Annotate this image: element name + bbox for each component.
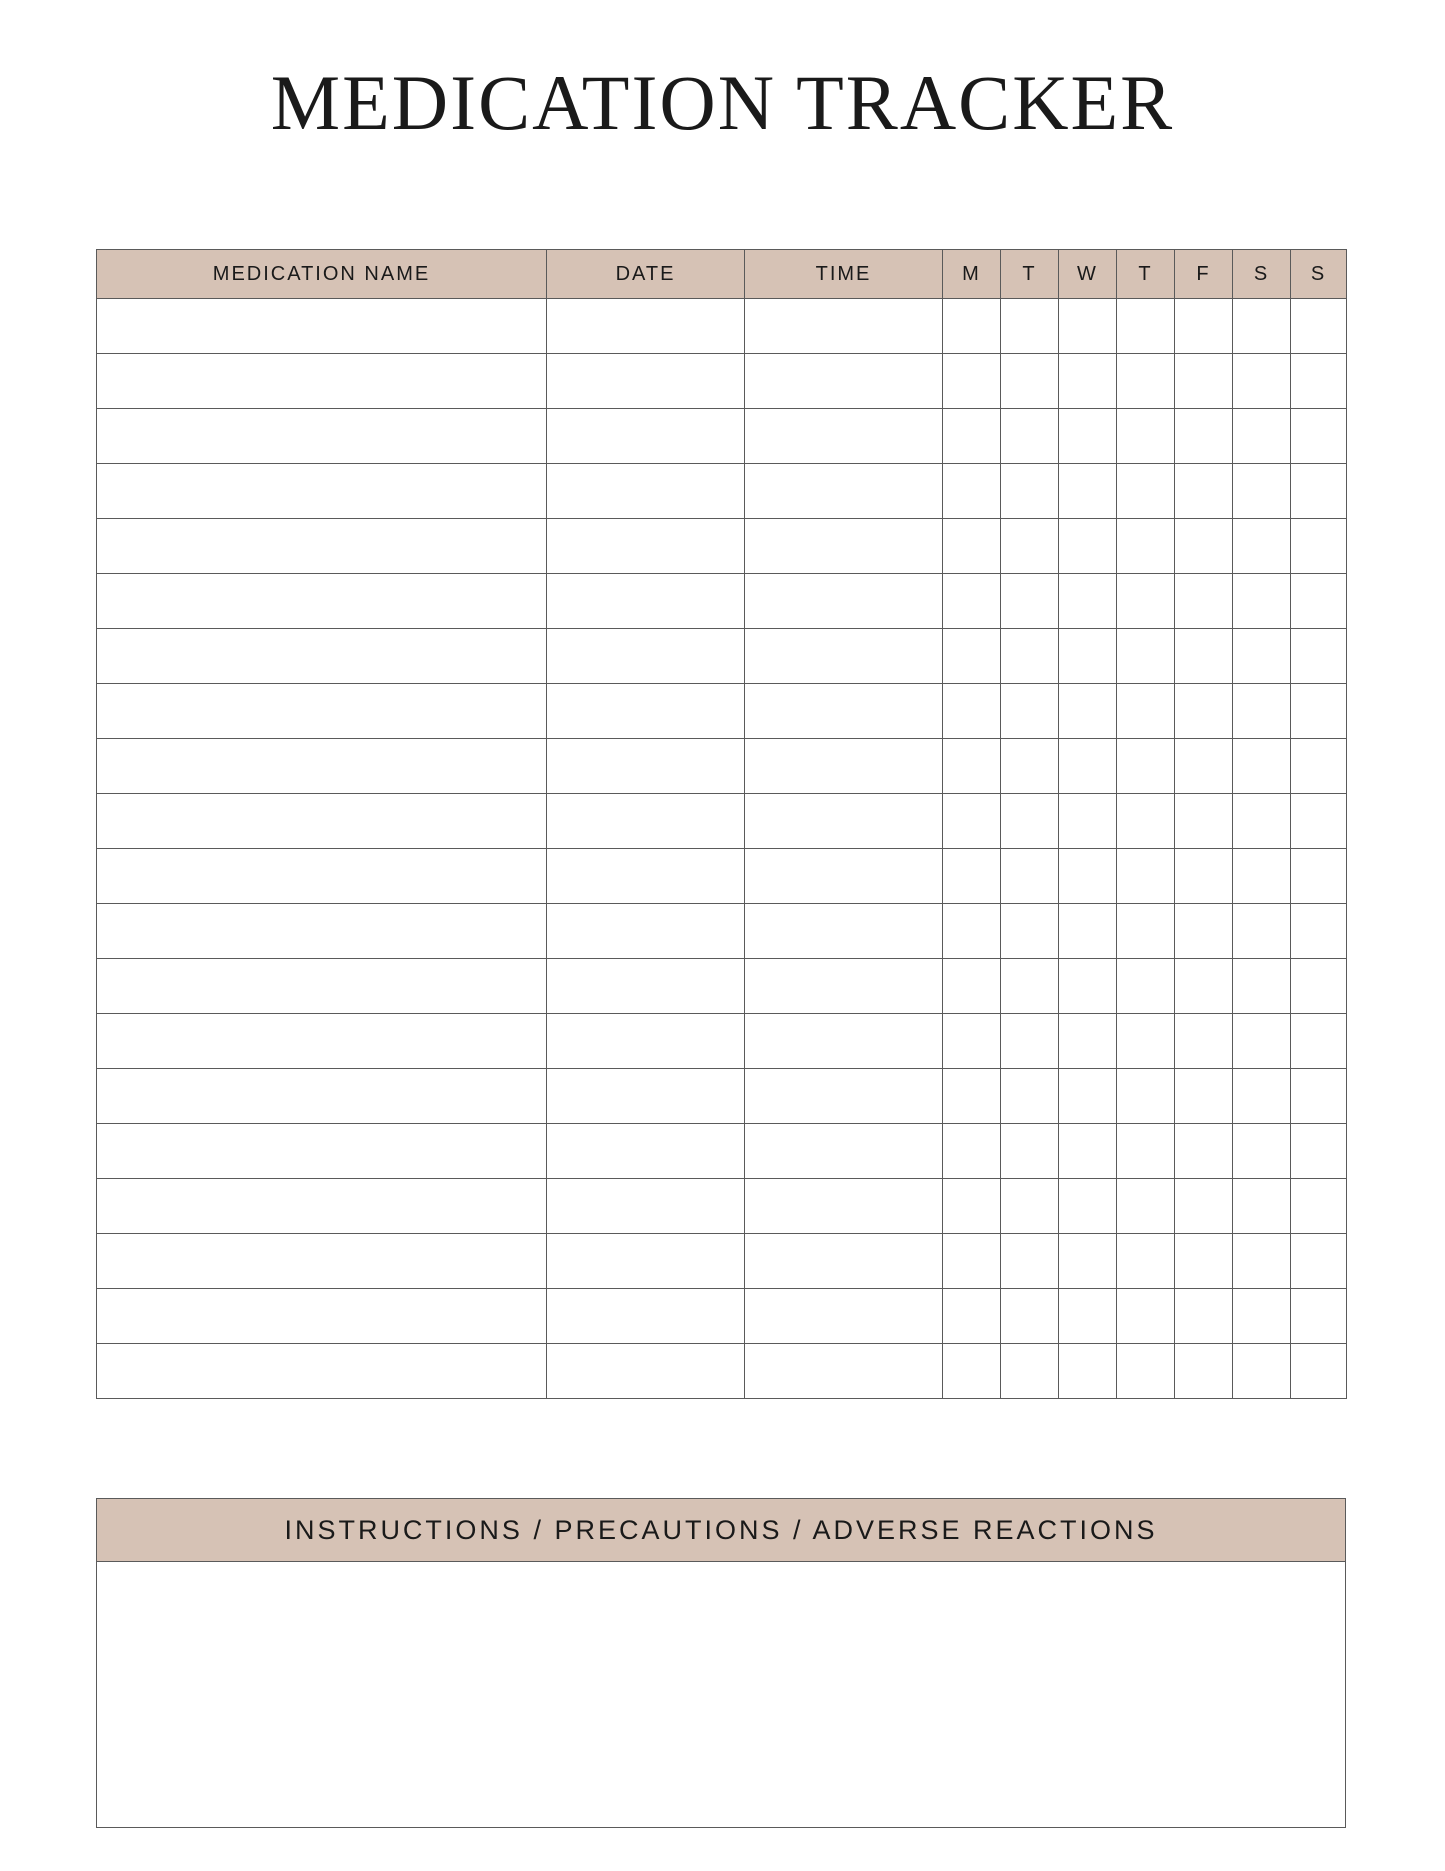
date-cell[interactable] [547,959,745,1014]
page-title: MEDICATION TRACKER [270,59,1175,146]
time-cell[interactable] [745,849,943,904]
saturday-cell[interactable] [1233,1069,1291,1124]
table-row [97,849,1347,904]
medication-name-cell[interactable] [97,1179,547,1234]
wednesday-cell[interactable] [1059,299,1117,354]
wednesday-cell[interactable] [1059,409,1117,464]
tuesday-cell[interactable] [1001,299,1059,354]
table-row [97,629,1347,684]
saturday-cell[interactable] [1233,904,1291,959]
sunday-cell[interactable] [1291,1289,1347,1344]
column-header-saturday: S [1233,250,1291,299]
monday-cell[interactable] [943,849,1001,904]
thursday-cell[interactable] [1117,1344,1175,1399]
sunday-cell[interactable] [1291,299,1347,354]
monday-cell[interactable] [943,959,1001,1014]
instructions-box [96,1498,1346,1828]
friday-cell[interactable] [1175,1069,1233,1124]
tuesday-cell[interactable] [1001,464,1059,519]
wednesday-cell[interactable] [1059,849,1117,904]
table-row [97,794,1347,849]
column-header-date: DATE [547,250,745,299]
medication-name-cell[interactable] [97,1014,547,1069]
tuesday-cell[interactable] [1001,1014,1059,1069]
table-row [97,1014,1347,1069]
friday-cell[interactable] [1175,299,1233,354]
wednesday-cell[interactable] [1059,574,1117,629]
medication-name-cell[interactable] [97,409,547,464]
medication-name-cell[interactable] [97,904,547,959]
time-cell[interactable] [745,464,943,519]
sunday-cell[interactable] [1291,464,1347,519]
table-row [97,739,1347,794]
time-cell[interactable] [745,1069,943,1124]
wednesday-cell[interactable] [1059,794,1117,849]
table-row [97,574,1347,629]
wednesday-cell[interactable] [1059,464,1117,519]
table-row [97,1234,1347,1289]
friday-cell[interactable] [1175,1124,1233,1179]
medication-name-cell[interactable] [97,849,547,904]
wednesday-cell[interactable] [1059,354,1117,409]
saturday-cell[interactable] [1233,409,1291,464]
friday-cell[interactable] [1175,519,1233,574]
column-header-sunday: S [1291,250,1347,299]
table-row [97,1124,1347,1179]
monday-cell[interactable] [943,574,1001,629]
thursday-cell[interactable] [1117,1234,1175,1289]
table-row [97,684,1347,739]
monday-cell[interactable] [943,409,1001,464]
time-cell[interactable] [745,409,943,464]
saturday-cell[interactable] [1233,794,1291,849]
time-cell[interactable] [745,299,943,354]
saturday-cell[interactable] [1233,849,1291,904]
date-cell[interactable] [547,1124,745,1179]
wednesday-cell[interactable] [1059,1289,1117,1344]
tuesday-cell[interactable] [1001,684,1059,739]
wednesday-cell[interactable] [1059,519,1117,574]
column-header-tuesday: T [1001,250,1059,299]
saturday-cell[interactable] [1233,574,1291,629]
tuesday-cell[interactable] [1001,409,1059,464]
date-cell[interactable] [547,409,745,464]
friday-cell[interactable] [1175,629,1233,684]
date-cell[interactable] [547,464,745,519]
tuesday-cell[interactable] [1001,849,1059,904]
time-cell[interactable] [745,354,943,409]
date-cell[interactable] [547,904,745,959]
thursday-cell[interactable] [1117,409,1175,464]
medication-name-cell[interactable] [97,1289,547,1344]
medication-name-cell[interactable] [97,519,547,574]
tuesday-cell[interactable] [1001,1179,1059,1234]
friday-cell[interactable] [1175,574,1233,629]
table-row [97,519,1347,574]
date-cell[interactable] [547,574,745,629]
time-cell[interactable] [745,629,943,684]
date-cell[interactable] [547,1069,745,1124]
sunday-cell[interactable] [1291,1014,1347,1069]
thursday-cell[interactable] [1117,959,1175,1014]
saturday-cell[interactable] [1233,519,1291,574]
thursday-cell[interactable] [1117,354,1175,409]
saturday-cell[interactable] [1233,684,1291,739]
friday-cell[interactable] [1175,739,1233,794]
time-cell[interactable] [745,959,943,1014]
friday-cell[interactable] [1175,1344,1233,1399]
saturday-cell[interactable] [1233,629,1291,684]
friday-cell[interactable] [1175,849,1233,904]
column-header-time: TIME [745,250,943,299]
sunday-cell[interactable] [1291,1124,1347,1179]
thursday-cell[interactable] [1117,904,1175,959]
thursday-cell[interactable] [1117,1289,1175,1344]
monday-cell[interactable] [943,904,1001,959]
saturday-cell[interactable] [1233,1014,1291,1069]
column-header-wednesday: W [1059,250,1117,299]
saturday-cell[interactable] [1233,1179,1291,1234]
time-cell[interactable] [745,904,943,959]
tuesday-cell[interactable] [1001,1344,1059,1399]
date-cell[interactable] [547,1234,745,1289]
date-cell[interactable] [547,299,745,354]
monday-cell[interactable] [943,1014,1001,1069]
wednesday-cell[interactable] [1059,1124,1117,1179]
medication-name-cell[interactable] [97,739,547,794]
friday-cell[interactable] [1175,409,1233,464]
friday-cell[interactable] [1175,464,1233,519]
monday-cell[interactable] [943,1179,1001,1234]
table-header-row [97,250,1347,299]
sunday-cell[interactable] [1291,354,1347,409]
monday-cell[interactable] [943,299,1001,354]
saturday-cell[interactable] [1233,1234,1291,1289]
tuesday-cell[interactable] [1001,739,1059,794]
column-header-thursday: T [1117,250,1175,299]
thursday-cell[interactable] [1117,1179,1175,1234]
thursday-cell[interactable] [1117,794,1175,849]
table-row [97,409,1347,464]
sunday-cell[interactable] [1291,1234,1347,1289]
wednesday-cell[interactable] [1059,629,1117,684]
table-row [97,1069,1347,1124]
tuesday-cell[interactable] [1001,904,1059,959]
tuesday-cell[interactable] [1001,1124,1059,1179]
sunday-cell[interactable] [1291,794,1347,849]
saturday-cell[interactable] [1233,1344,1291,1399]
wednesday-cell[interactable] [1059,684,1117,739]
monday-cell[interactable] [943,464,1001,519]
time-cell[interactable] [745,794,943,849]
saturday-cell[interactable] [1233,354,1291,409]
sunday-cell[interactable] [1291,684,1347,739]
wednesday-cell[interactable] [1059,1179,1117,1234]
monday-cell[interactable] [943,794,1001,849]
thursday-cell[interactable] [1117,464,1175,519]
medication-name-cell[interactable] [97,629,547,684]
friday-cell[interactable] [1175,354,1233,409]
time-cell[interactable] [745,1124,943,1179]
date-cell[interactable] [547,354,745,409]
thursday-cell[interactable] [1117,739,1175,794]
date-cell[interactable] [547,629,745,684]
monday-cell[interactable] [943,354,1001,409]
sunday-cell[interactable] [1291,1179,1347,1234]
medication-name-cell[interactable] [97,959,547,1014]
monday-cell[interactable] [943,684,1001,739]
sunday-cell[interactable] [1291,1344,1347,1399]
date-cell[interactable] [547,849,745,904]
wednesday-cell[interactable] [1059,739,1117,794]
date-cell[interactable] [547,1179,745,1234]
saturday-cell[interactable] [1233,1289,1291,1344]
friday-cell[interactable] [1175,1014,1233,1069]
tuesday-cell[interactable] [1001,959,1059,1014]
friday-cell[interactable] [1175,684,1233,739]
saturday-cell[interactable] [1233,299,1291,354]
table-body [97,299,1347,1399]
date-cell[interactable] [547,1014,745,1069]
table-row [97,904,1347,959]
sunday-cell[interactable] [1291,574,1347,629]
table-row [97,1289,1347,1344]
sunday-cell[interactable] [1291,849,1347,904]
thursday-cell[interactable] [1117,299,1175,354]
column-header-medication-name: MEDICATION NAME [97,250,547,299]
monday-cell[interactable] [943,629,1001,684]
medication-name-cell[interactable] [97,299,547,354]
sunday-cell[interactable] [1291,904,1347,959]
thursday-cell[interactable] [1117,1124,1175,1179]
date-cell[interactable] [547,684,745,739]
friday-cell[interactable] [1175,1289,1233,1344]
monday-cell[interactable] [943,739,1001,794]
date-cell[interactable] [547,794,745,849]
time-cell[interactable] [745,739,943,794]
table-row [97,354,1347,409]
monday-cell[interactable] [943,519,1001,574]
medication-name-cell[interactable] [97,1344,547,1399]
friday-cell[interactable] [1175,959,1233,1014]
saturday-cell[interactable] [1233,739,1291,794]
monday-cell[interactable] [943,1069,1001,1124]
thursday-cell[interactable] [1117,684,1175,739]
medication-name-cell[interactable] [97,574,547,629]
wednesday-cell[interactable] [1059,1069,1117,1124]
medication-name-cell[interactable] [97,1124,547,1179]
time-cell[interactable] [745,1179,943,1234]
tuesday-cell[interactable] [1001,574,1059,629]
wednesday-cell[interactable] [1059,904,1117,959]
date-cell[interactable] [547,519,745,574]
column-header-friday: F [1175,250,1233,299]
monday-cell[interactable] [943,1289,1001,1344]
time-cell[interactable] [745,684,943,739]
tuesday-cell[interactable] [1001,1069,1059,1124]
tuesday-cell[interactable] [1001,354,1059,409]
wednesday-cell[interactable] [1059,1234,1117,1289]
thursday-cell[interactable] [1117,519,1175,574]
saturday-cell[interactable] [1233,959,1291,1014]
sunday-cell[interactable] [1291,519,1347,574]
time-cell[interactable] [745,1289,943,1344]
thursday-cell[interactable] [1117,629,1175,684]
thursday-cell[interactable] [1117,1014,1175,1069]
saturday-cell[interactable] [1233,464,1291,519]
thursday-cell[interactable] [1117,849,1175,904]
tuesday-cell[interactable] [1001,519,1059,574]
tuesday-cell[interactable] [1001,629,1059,684]
date-cell[interactable] [547,1344,745,1399]
friday-cell[interactable] [1175,904,1233,959]
column-header-monday: M [943,250,1001,299]
time-cell[interactable] [745,519,943,574]
wednesday-cell[interactable] [1059,1014,1117,1069]
sunday-cell[interactable] [1291,739,1347,794]
time-cell[interactable] [745,1344,943,1399]
sunday-cell[interactable] [1291,1069,1347,1124]
medication-name-cell[interactable] [97,354,547,409]
instructions-field[interactable] [97,1562,1345,1827]
friday-cell[interactable] [1175,1234,1233,1289]
friday-cell[interactable] [1175,794,1233,849]
wednesday-cell[interactable] [1059,959,1117,1014]
wednesday-cell[interactable] [1059,1344,1117,1399]
thursday-cell[interactable] [1117,1069,1175,1124]
monday-cell[interactable] [943,1124,1001,1179]
monday-cell[interactable] [943,1234,1001,1289]
sunday-cell[interactable] [1291,629,1347,684]
medication-name-cell[interactable] [97,464,547,519]
medication-name-cell[interactable] [97,1234,547,1289]
medication-name-cell[interactable] [97,684,547,739]
tuesday-cell[interactable] [1001,1234,1059,1289]
thursday-cell[interactable] [1117,574,1175,629]
table-row [97,1179,1347,1234]
instructions-header: INSTRUCTIONS / PRECAUTIONS / ADVERSE REACTIONS [97,1499,1345,1562]
tuesday-cell[interactable] [1001,794,1059,849]
date-cell[interactable] [547,1289,745,1344]
friday-cell[interactable] [1175,1179,1233,1234]
time-cell[interactable] [745,574,943,629]
sunday-cell[interactable] [1291,959,1347,1014]
table-row [97,959,1347,1014]
medication-name-cell[interactable] [97,1069,547,1124]
sunday-cell[interactable] [1291,409,1347,464]
tuesday-cell[interactable] [1001,1289,1059,1344]
monday-cell[interactable] [943,1344,1001,1399]
table-row [97,299,1347,354]
medication-table [96,249,1347,1399]
time-cell[interactable] [745,1014,943,1069]
table-row [97,1344,1347,1399]
medication-name-cell[interactable] [97,794,547,849]
saturday-cell[interactable] [1233,1124,1291,1179]
time-cell[interactable] [745,1234,943,1289]
table-row [97,464,1347,519]
date-cell[interactable] [547,739,745,794]
